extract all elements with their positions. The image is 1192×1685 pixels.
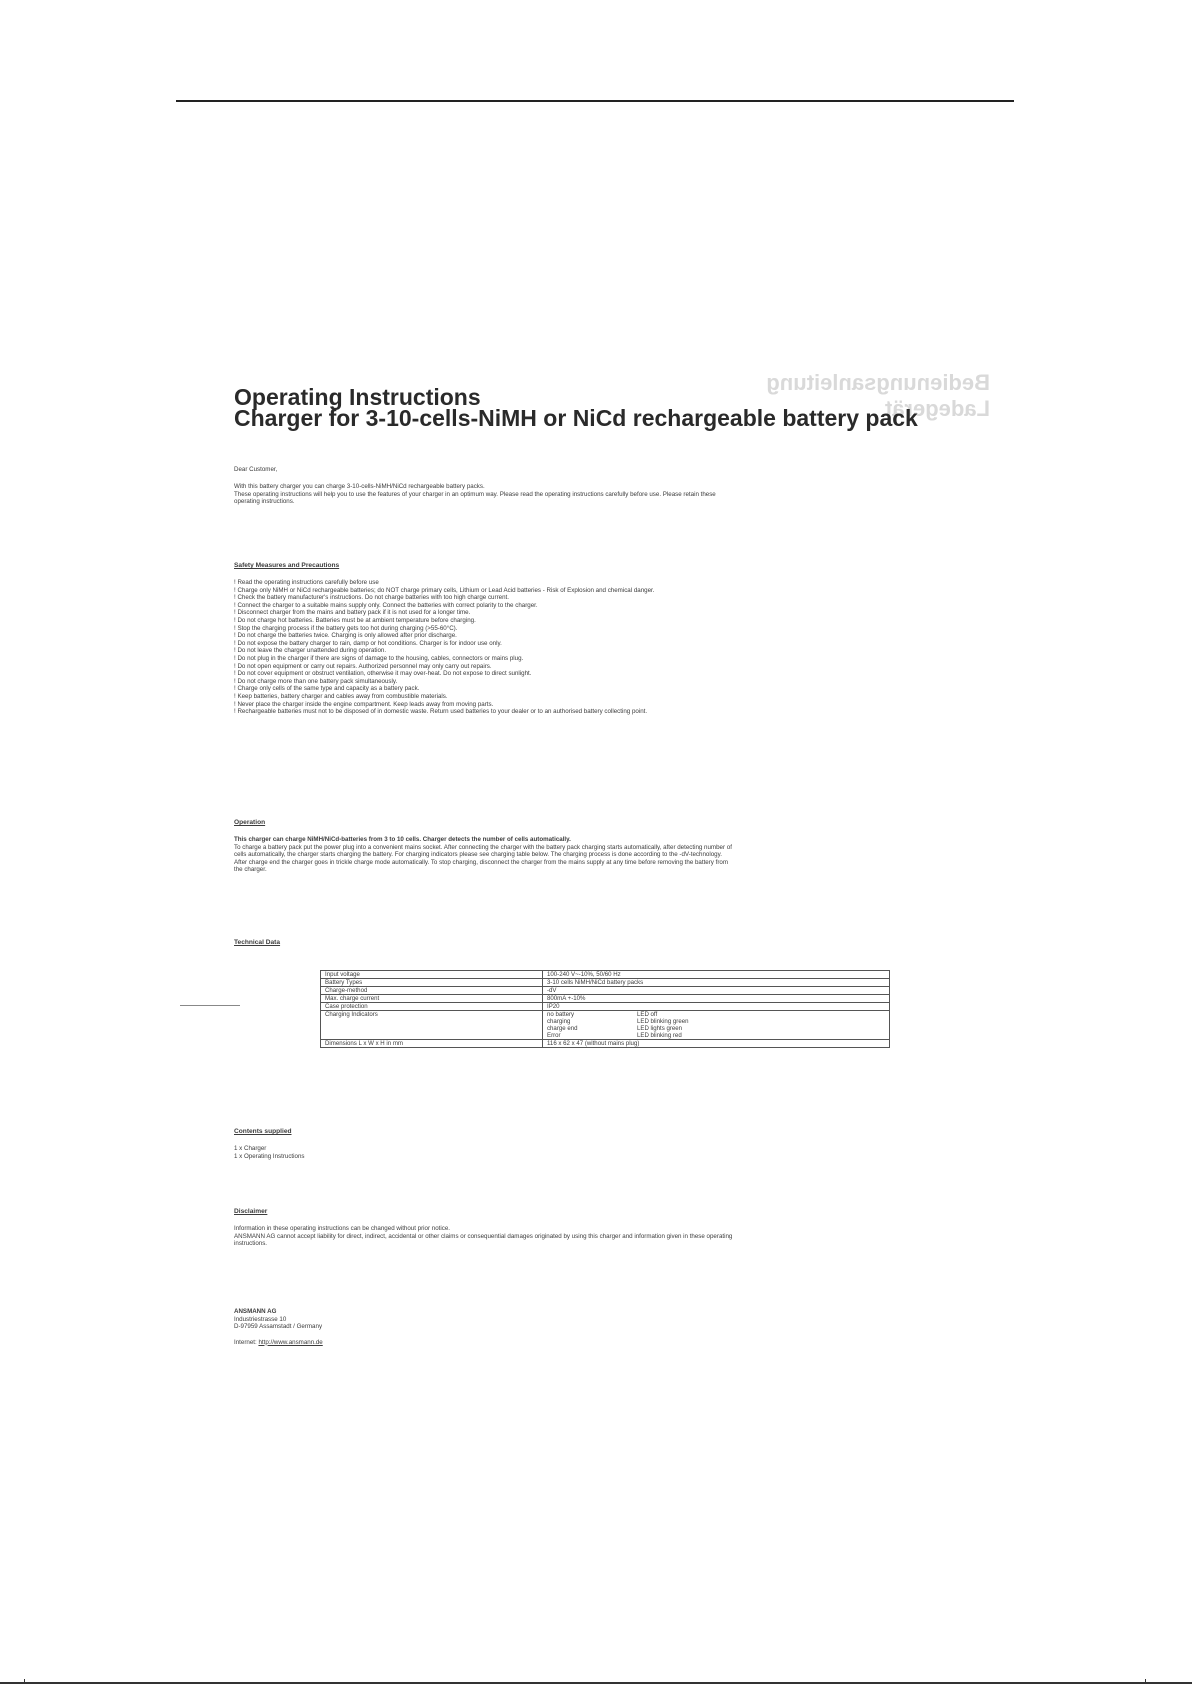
title-line-1: Operating Instructions bbox=[234, 384, 481, 410]
contents-item: 1 x Charger bbox=[234, 1145, 267, 1152]
table-row bbox=[321, 1011, 890, 1040]
ghost-title-2: Ladegerät bbox=[884, 396, 990, 421]
contents-item: 1 x Operating Instructions bbox=[234, 1152, 305, 1160]
operation-line: After charge end the charger goes in trickle charge mode automatically. To stop charging, disconnect the charger from the mains supply at any time before removing the battery from bbox=[234, 858, 728, 866]
safety-section bbox=[234, 562, 655, 716]
safety-item: ! Charge only cells of the same type and capacity as a battery pack. bbox=[234, 685, 420, 693]
disclaimer-text bbox=[234, 1225, 732, 1248]
indicator-state: no battery bbox=[547, 1011, 575, 1018]
contents-list bbox=[234, 1145, 305, 1160]
top-rule bbox=[176, 100, 1014, 102]
margin-mark bbox=[180, 1005, 240, 1006]
bottom-tick bbox=[24, 1679, 25, 1684]
technical-heading-wrap bbox=[234, 939, 280, 956]
ghost-title-1: Bedienungsanleitung bbox=[766, 370, 990, 395]
contents-section bbox=[234, 1128, 305, 1160]
table-row bbox=[321, 995, 890, 1003]
indicator-state: charging bbox=[547, 1018, 571, 1025]
indicator-led: LED blinking green bbox=[637, 1018, 689, 1025]
safety-item: ! Do not expose the battery charger to rain, damp or hot conditions. Charger is for indoor use only. bbox=[234, 639, 502, 647]
safety-item: ! Read the operating instructions carefully before use bbox=[234, 579, 379, 586]
company-address bbox=[234, 1308, 323, 1346]
table-value: 100-240 V~-10%, 50/60 Hz bbox=[543, 971, 890, 979]
operation-heading: Operation bbox=[234, 819, 266, 826]
table-row bbox=[321, 1040, 890, 1048]
table-key: Dimensions L x W x H in mm bbox=[321, 1040, 543, 1048]
indicator-led: LED blinking red bbox=[637, 1032, 682, 1039]
safety-item: ! Connect the charger to a suitable mains supply only. Connect the batteries with correct polarity to the charger. bbox=[234, 601, 538, 609]
table-value: 116 x 62 x 47 (without mains plug) bbox=[543, 1040, 890, 1048]
greeting: Dear Customer, bbox=[234, 466, 278, 473]
company-name: ANSMANN AG bbox=[234, 1308, 277, 1315]
safety-item: ! Do not open equipment or carry out repairs. Authorized personnel may only carry out repairs. bbox=[234, 662, 492, 670]
intro-paragraph bbox=[234, 483, 716, 506]
safety-item: ! Check the battery manufacturer's instructions. Do not charge batteries with too high charge current. bbox=[234, 594, 509, 602]
safety-heading: Safety Measures and Precautions bbox=[234, 562, 340, 569]
bleed-through-text bbox=[730, 370, 990, 1370]
intro-line: These operating instructions will help you to use the features of your charger in an optimum way. Please read the operating instructions carefully before use. Please retain these bbox=[234, 490, 716, 498]
table-key: Case protection bbox=[321, 1003, 543, 1011]
safety-item: ! Do not cover equipment or obstruct ventilation, otherwise it may over-heat. Do not expose to direct sunlight. bbox=[234, 670, 532, 678]
bottom-tick bbox=[1145, 1679, 1146, 1684]
table-key: Battery Types bbox=[321, 979, 543, 987]
disclaimer-line: ANSMANN AG cannot accept liability for direct, indirect, accidental or other claims or consequential damages originated by using this charger and information given in these operating bbox=[234, 1232, 733, 1240]
company-url-link[interactable]: http://www.ansmann.de bbox=[258, 1338, 323, 1346]
intro-line: operating instructions. bbox=[234, 498, 295, 506]
technical-data-table bbox=[320, 970, 890, 1048]
safety-item: ! Do not charge the batteries twice. Charging is only allowed after prior discharge. bbox=[234, 632, 457, 640]
disclaimer-line: Information in these operating instructions can be changed without prior notice. bbox=[234, 1225, 451, 1232]
table-key: Input voltage bbox=[321, 971, 543, 979]
safety-list bbox=[234, 579, 655, 716]
operation-line: To charge a battery pack put the power plug into a convenient mains socket. After connecting the charger with the battery pack charging starts automatically, after detecting number of bbox=[234, 843, 732, 851]
indicator-row bbox=[547, 1032, 885, 1039]
operation-line: the charger. bbox=[234, 866, 267, 874]
operation-section bbox=[234, 819, 732, 874]
scanned-page bbox=[220, 370, 990, 1380]
document-title bbox=[234, 384, 918, 431]
internet-label: Internet: bbox=[234, 1338, 257, 1346]
technical-heading: Technical Data bbox=[234, 939, 281, 946]
table-row bbox=[321, 1003, 890, 1011]
contents-heading: Contents supplied bbox=[234, 1128, 292, 1135]
indicator-led: LED off bbox=[637, 1011, 658, 1018]
title-line-2: Charger for 3-10-cells-NiMH or NiCd rechargeable battery pack bbox=[234, 405, 918, 431]
disclaimer-heading: Disclaimer bbox=[234, 1208, 268, 1215]
table-row bbox=[321, 971, 890, 979]
indicator-led: LED lights green bbox=[637, 1025, 683, 1032]
table-key: Charging Indicators bbox=[321, 1011, 543, 1040]
table-key: Max. charge current bbox=[321, 995, 543, 1003]
safety-item: ! Never place the charger inside the engine compartment. Keep leads away from moving parts. bbox=[234, 700, 494, 708]
company-internet bbox=[234, 1339, 323, 1347]
safety-item: ! Stop the charging process if the battery gets too hot during charging (>55-60°C). bbox=[234, 624, 458, 632]
table-value: -dV bbox=[543, 987, 890, 995]
safety-item: ! Do not plug in the charger if there are signs of damage to the housing, cables, connectors or mains plug. bbox=[234, 654, 524, 662]
disclaimer-section bbox=[234, 1208, 732, 1248]
table-row bbox=[321, 987, 890, 995]
indicator-row bbox=[547, 1018, 885, 1025]
safety-item: ! Do not charge more than one battery pack simultaneously. bbox=[234, 677, 398, 685]
operation-lead: This charger can charge NiMH/NiCd-batteries from 3 to 10 cells. Charger detects the number of cells automatically. bbox=[234, 836, 571, 843]
safety-item: ! Charge only NiMH or NiCd rechargeable batteries; do NOT charge primary cells, Lithium or Lead Acid batteries - Risk of Explosion and chemical danger. bbox=[234, 586, 655, 594]
indicators-cell bbox=[543, 1011, 890, 1040]
disclaimer-line: instructions. bbox=[234, 1240, 268, 1248]
intro-line: With this battery charger you can charge 3-10-cells-NiMH/NiCd rechargeable battery packs. bbox=[234, 483, 485, 490]
safety-item: ! Do not charge hot batteries. Batteries must be at ambient temperature before charging. bbox=[234, 616, 476, 624]
indicator-state: Error bbox=[547, 1032, 561, 1039]
table-value: IP20 bbox=[543, 1003, 890, 1011]
safety-item: ! Rechargeable batteries must not to be disposed of in domestic waste. Return used batteries to your dealer or to an authorised battery collecting point. bbox=[234, 708, 648, 716]
company-city: D-97959 Assamstadt / Germany bbox=[234, 1323, 323, 1331]
safety-item: ! Do not leave the charger unattended during operation. bbox=[234, 647, 387, 655]
indicator-row bbox=[547, 1011, 885, 1018]
table-row bbox=[321, 979, 890, 987]
company-street: Industriestrasse 10 bbox=[234, 1315, 287, 1323]
operation-text bbox=[234, 836, 732, 874]
bottom-rule bbox=[0, 1682, 1192, 1684]
indicator-state: charge end bbox=[547, 1025, 578, 1032]
safety-item: ! Keep batteries, battery charger and cables away from combustible materials. bbox=[234, 692, 448, 700]
table-value: 800mA +-10% bbox=[543, 995, 890, 1003]
operation-line: cells automatically, the charger starts charging the battery. For charging indicators please see charging table below. The charging process is done according to the -dV-technology. bbox=[234, 851, 722, 859]
table-value: 3-10 cells NiMH/NiCd battery packs bbox=[543, 979, 890, 987]
safety-item: ! Disconnect charger from the mains and battery pack if it is not used for a longer time. bbox=[234, 609, 471, 617]
indicator-row bbox=[547, 1025, 885, 1032]
table-key: Charge-method bbox=[321, 987, 543, 995]
